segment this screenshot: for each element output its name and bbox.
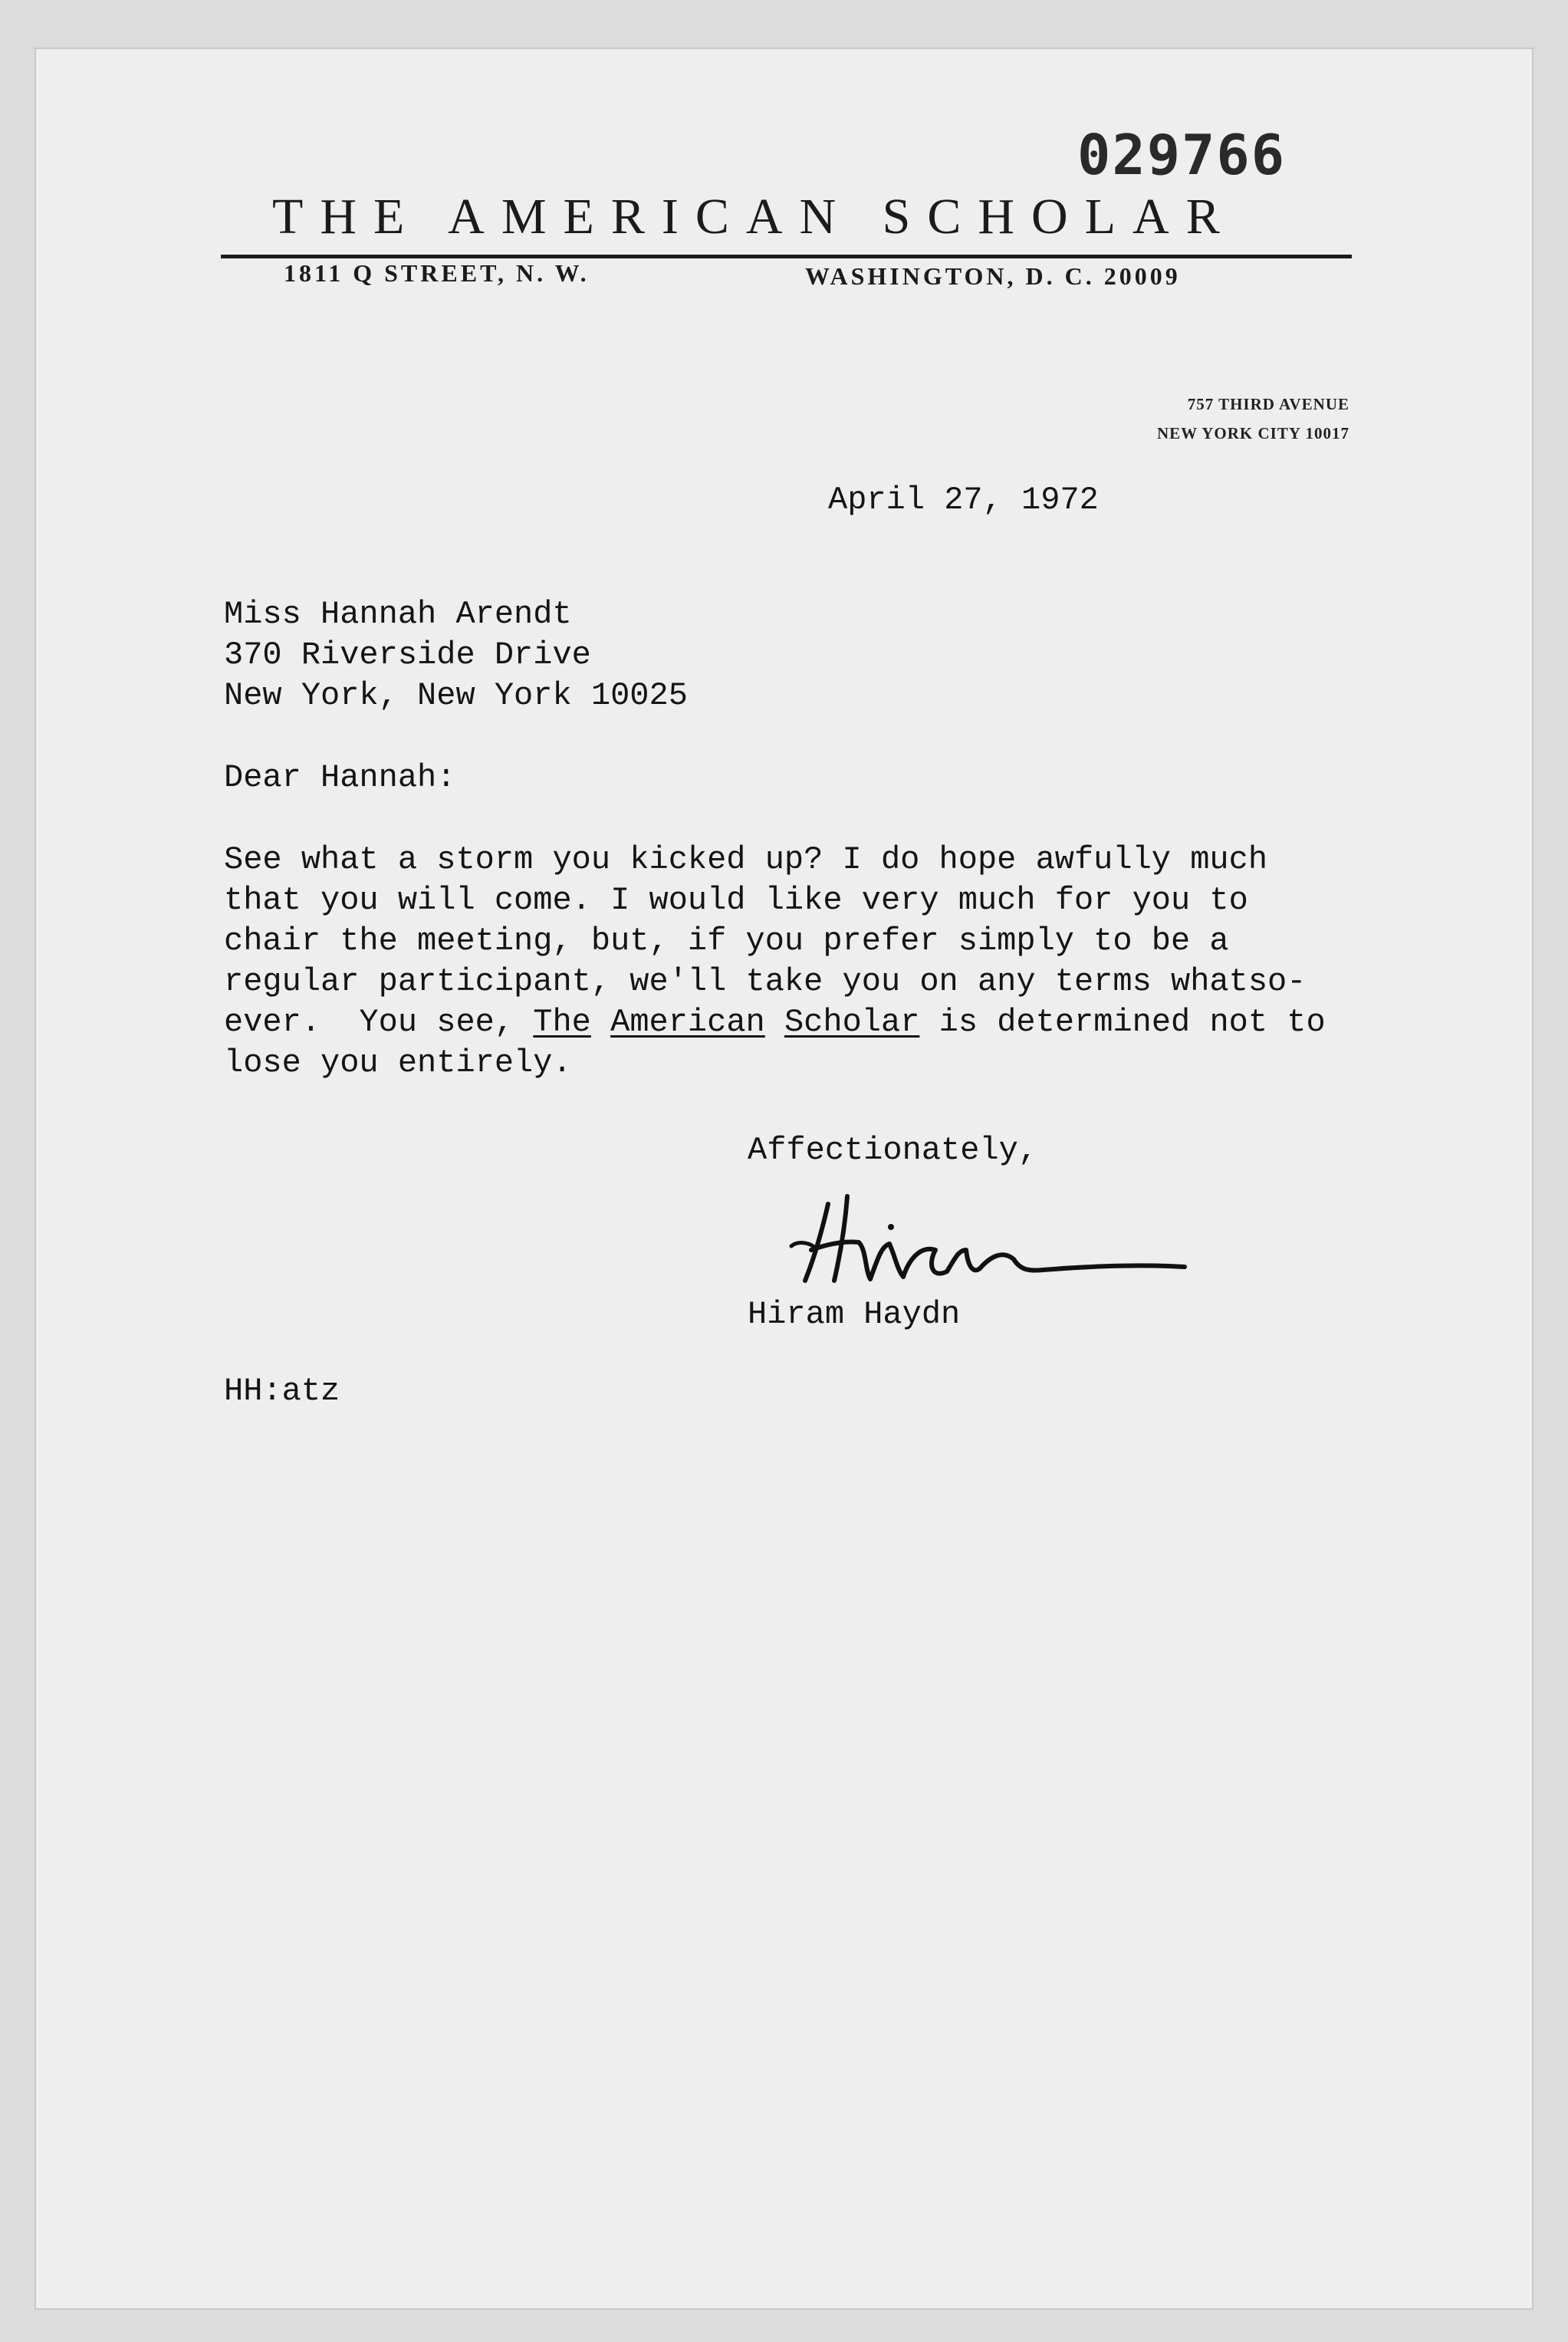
body-line-4: regular participant, we'll take you on any terms whatso- bbox=[224, 963, 1307, 1000]
body-line-2: that you will come. I would like very much for you to bbox=[224, 882, 1248, 919]
letterhead-rule bbox=[221, 255, 1352, 258]
recipient-name: Miss Hannah Arendt bbox=[224, 596, 572, 633]
ny-address-line1: 757 THIRD AVENUE bbox=[1187, 395, 1349, 413]
recipient-address bbox=[224, 594, 688, 716]
archive-stamp-number: 029766 bbox=[1077, 123, 1287, 187]
journal-title-word-2: American bbox=[610, 1004, 765, 1041]
journal-title-word-3: Scholar bbox=[784, 1004, 920, 1041]
handwritten-signature bbox=[774, 1173, 1204, 1304]
salutation: Dear Hannah: bbox=[224, 759, 456, 796]
letterhead-city: WASHINGTON, D. C. 20009 bbox=[805, 262, 1181, 290]
letterhead-street: 1811 Q STREET, N. W. bbox=[284, 259, 590, 287]
closing: Affectionately, bbox=[748, 1132, 1038, 1169]
letter-date: April 27, 1972 bbox=[828, 482, 1099, 518]
letterhead-title: THE AMERICAN SCHOLAR bbox=[272, 189, 1237, 245]
journal-title-word-1: The bbox=[533, 1004, 591, 1041]
typist-initials: HH:atz bbox=[224, 1373, 340, 1409]
signer-name: Hiram Haydn bbox=[748, 1296, 961, 1333]
new-york-address bbox=[1157, 390, 1349, 448]
ny-address-line2: NEW YORK CITY 10017 bbox=[1157, 424, 1349, 442]
body-line-1: See what a storm you kicked up? I do hope awfully much bbox=[224, 841, 1268, 878]
body-line-5-start: ever. You see, bbox=[224, 1004, 534, 1041]
letter-body bbox=[224, 840, 1326, 1084]
body-line-5 bbox=[224, 1002, 1326, 1043]
body-line-6: lose you entirely. bbox=[224, 1044, 572, 1081]
body-line-5-end: is determined not to bbox=[919, 1004, 1326, 1041]
body-line-3: chair the meeting, but, if you prefer simply to be a bbox=[224, 923, 1229, 959]
recipient-city: New York, New York 10025 bbox=[224, 677, 688, 714]
recipient-street: 370 Riverside Drive bbox=[224, 636, 591, 673]
